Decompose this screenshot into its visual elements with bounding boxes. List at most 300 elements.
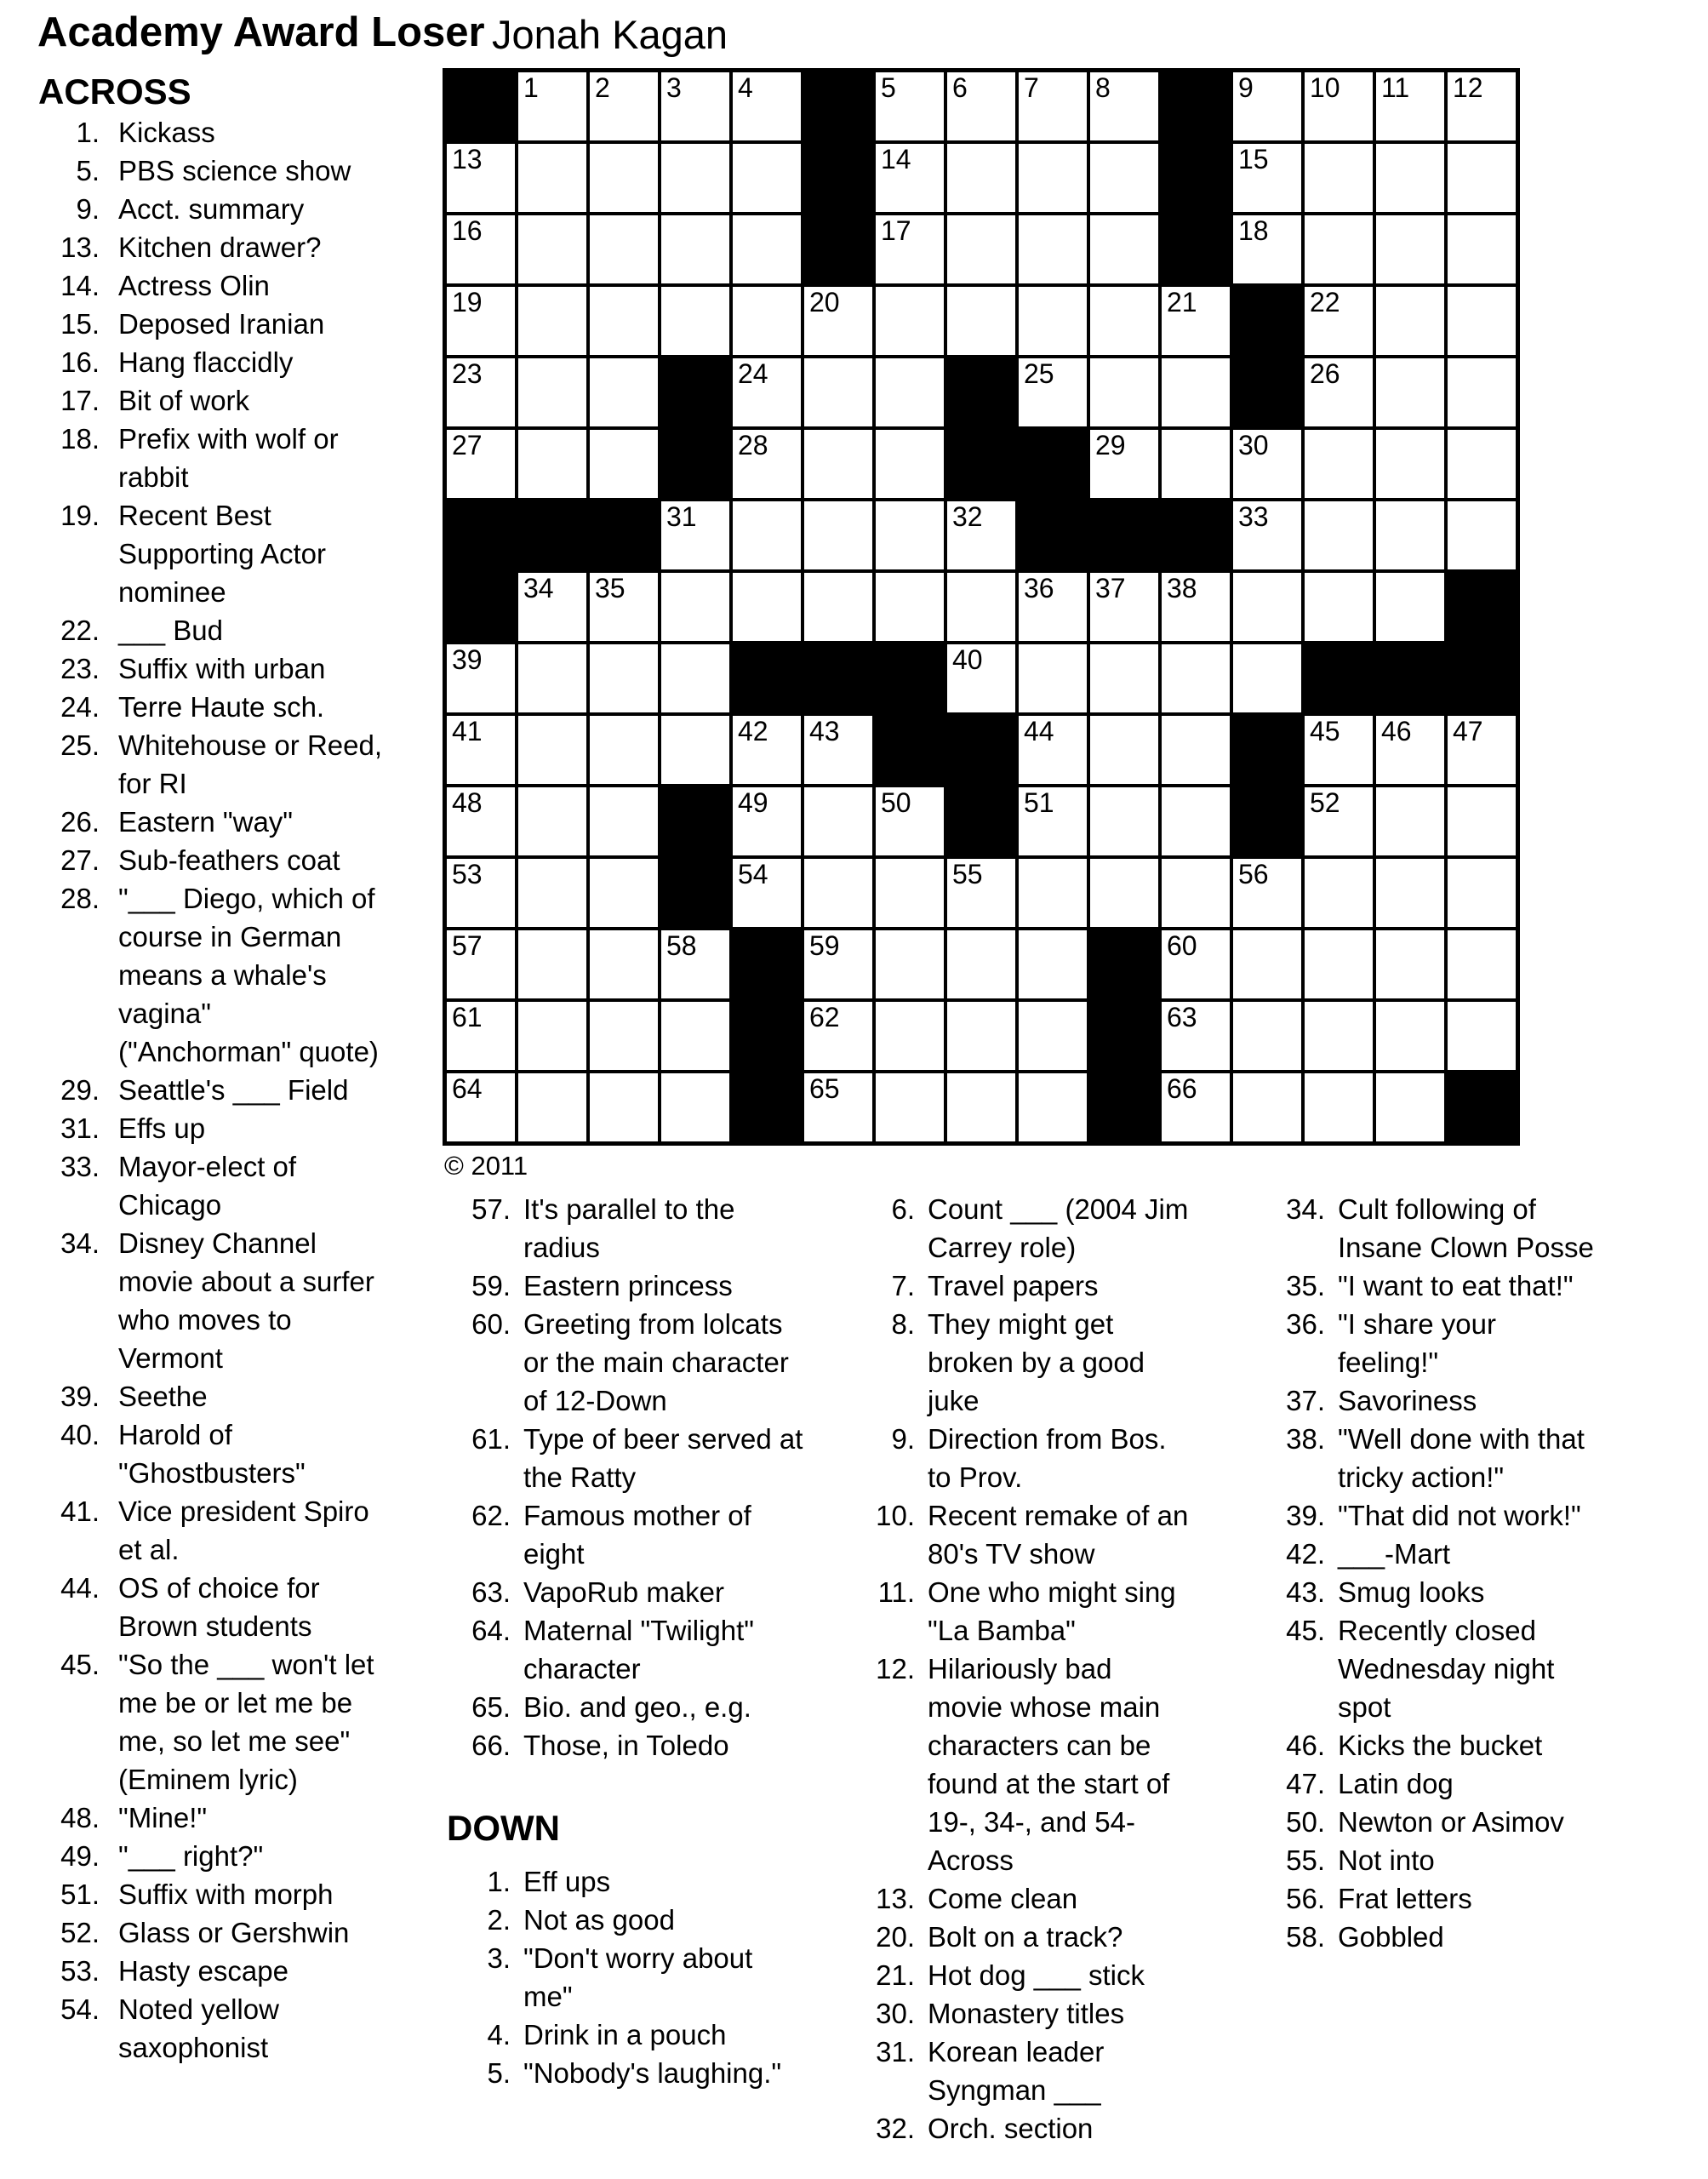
clue-item [0,1147,391,1224]
clue-text: Newton or Asimov [1338,1806,1564,1838]
grid-cell[interactable] [1090,287,1158,355]
down-clue-list-end [1268,1190,1596,1956]
grid-cell[interactable] [1233,644,1301,712]
grid-cell[interactable] [1448,716,1516,784]
grid-cell[interactable] [590,930,658,998]
clue-number: 65. [471,1691,511,1723]
grid-cell[interactable] [876,144,944,212]
grid-cell[interactable] [1019,215,1087,283]
grid-cell[interactable] [1305,72,1373,140]
grid-cell[interactable] [733,501,801,569]
grid-cell-black [1305,644,1373,712]
grid-cell[interactable] [876,215,944,283]
clue-item [0,841,391,879]
grid-cell[interactable] [1090,716,1158,784]
grid-cell[interactable] [733,430,801,498]
grid-cell[interactable] [1019,287,1087,355]
grid-cell[interactable] [1019,859,1087,927]
grid-cell[interactable] [1162,287,1230,355]
grid-cell[interactable] [447,1073,515,1141]
grid-cell[interactable] [1233,859,1301,927]
cell-number: 62 [809,1002,840,1032]
grid-cell[interactable] [661,1073,729,1141]
grid-cell[interactable] [1448,787,1516,855]
grid-cell[interactable] [447,430,515,498]
grid-cell[interactable] [590,1073,658,1141]
grid-cell-black [947,358,1015,426]
grid-cell[interactable] [1090,644,1158,712]
grid-cell[interactable] [1376,787,1444,855]
cell-number: 58 [666,930,697,961]
clue-item [0,1377,391,1415]
grid-cell[interactable] [733,144,801,212]
grid-cell-black [1162,72,1230,140]
grid-cell[interactable] [1090,358,1158,426]
grid-cell[interactable] [1019,787,1087,855]
clue-item [0,1913,391,1952]
grid-cell[interactable] [1376,72,1444,140]
clue-item [1268,1267,1596,1305]
grid-cell[interactable] [590,716,658,784]
grid-cell[interactable] [804,1073,872,1141]
grid-cell[interactable] [1019,573,1087,641]
grid-cell[interactable] [1448,501,1516,569]
grid-cell[interactable] [1376,358,1444,426]
clue-number: 31. [876,2036,915,2067]
clue-number: 12. [876,1653,915,1684]
cell-number: 64 [452,1073,483,1104]
grid-cell[interactable] [518,859,586,927]
clue-text: "I want to eat that!" [1338,1270,1574,1301]
grid-cell[interactable] [733,859,801,927]
clue-item [1268,1611,1596,1726]
clue-item [447,2054,804,2092]
grid-cell[interactable] [1162,1073,1230,1141]
grid-cell[interactable] [590,644,658,712]
clue-text: Hot dog ___ stick [928,1959,1145,1991]
grid-cell[interactable] [661,716,729,784]
clue-text: "I share your feeling!" [1338,1308,1496,1378]
grid-cell[interactable] [1233,573,1301,641]
clue-item [447,1939,804,2016]
clue-number: 33. [60,1151,100,1182]
grid-cell-black [661,859,729,927]
grid-cell-black [804,644,872,712]
grid-cell[interactable] [1019,930,1087,998]
cell-number: 57 [452,930,483,961]
cell-number: 48 [452,787,483,818]
clue-text: It's parallel to the radius [523,1193,735,1263]
grid-cell[interactable] [947,930,1015,998]
grid-cell[interactable] [1090,430,1158,498]
clue-number: 16. [60,346,100,378]
cell-number: 4 [738,72,753,103]
grid-cell[interactable] [1162,573,1230,641]
grid-cell[interactable] [590,72,658,140]
grid-cell[interactable] [947,501,1015,569]
cell-number: 38 [1167,573,1197,603]
grid-cell[interactable] [1305,1002,1373,1070]
grid-cell[interactable] [733,358,801,426]
grid-cell[interactable] [1090,859,1158,927]
clue-text: Sub-feathers coat [118,844,340,876]
grid-cell[interactable] [1305,358,1373,426]
grid-cell-black [1019,430,1087,498]
grid-cell[interactable] [1090,144,1158,212]
grid-cell[interactable] [1233,144,1301,212]
grid-cell[interactable] [1019,1073,1087,1141]
grid-cell[interactable] [1376,1073,1444,1141]
grid-cell[interactable] [1162,644,1230,712]
grid-cell[interactable] [1019,644,1087,712]
grid-cell-black [1448,1073,1516,1141]
grid-cell[interactable] [733,573,801,641]
grid-cell[interactable] [947,215,1015,283]
cell-number: 42 [738,716,768,746]
clue-item [866,1879,1194,1918]
clue-text: "Nobody's laughing." [523,2057,782,2089]
grid-cell[interactable] [1448,287,1516,355]
grid-cell[interactable] [1019,358,1087,426]
grid-cell[interactable] [1448,72,1516,140]
grid-cell[interactable] [1305,430,1373,498]
clue-number: 23. [60,653,100,684]
clue-item [0,688,391,726]
grid-cell[interactable] [947,859,1015,927]
cell-number: 22 [1310,287,1340,317]
grid-cell[interactable] [1233,1073,1301,1141]
grid-cell[interactable] [590,859,658,927]
grid-cell[interactable] [1233,215,1301,283]
grid-cell[interactable] [947,1002,1015,1070]
grid-cell[interactable] [876,430,944,498]
grid-cell[interactable] [1376,144,1444,212]
clue-number: 30. [876,1998,915,2029]
grid-cell[interactable] [661,144,729,212]
clue-number: 47. [1286,1768,1325,1799]
grid-cell-black [1233,716,1301,784]
grid-cell[interactable] [1090,215,1158,283]
grid-cell[interactable] [661,930,729,998]
grid-cell[interactable] [1305,859,1373,927]
clue-number: 45. [1286,1615,1325,1646]
clue-item [866,2109,1194,2148]
cell-number: 7 [1024,72,1039,103]
clue-text: Prefix with wolf or rabbit [118,423,339,493]
grid-cell[interactable] [661,287,729,355]
grid-cell[interactable] [590,430,658,498]
grid-cell[interactable] [590,1002,658,1070]
clue-number: 28. [60,883,100,914]
clue-number: 54. [60,1993,100,2025]
grid-cell[interactable] [1090,787,1158,855]
grid-cell[interactable] [876,787,944,855]
cell-number: 18 [1238,215,1269,246]
clue-item [1268,1726,1596,1764]
grid-cell[interactable] [447,859,515,927]
clue-item [447,1726,804,1764]
clue-number: 56. [1286,1883,1325,1914]
grid-cell[interactable] [733,72,801,140]
clue-item [0,803,391,841]
grid-cell[interactable] [1376,1002,1444,1070]
cell-number: 28 [738,430,768,460]
cell-number: 13 [452,144,483,174]
grid-cell[interactable] [661,501,729,569]
clue-number: 13. [60,232,100,263]
grid-cell[interactable] [804,716,872,784]
grid-cell[interactable] [1233,430,1301,498]
grid-cell[interactable] [947,144,1015,212]
clue-text: Glass or Gershwin [118,1917,350,1948]
grid-cell[interactable] [1162,787,1230,855]
clue-item [0,343,391,381]
cell-number: 3 [666,72,682,103]
cell-number: 43 [809,716,840,746]
clue-number: 63. [471,1576,511,1608]
clue-item [1268,1879,1596,1918]
clue-number: 14. [60,270,100,301]
grid-cell[interactable] [590,358,658,426]
grid-cell[interactable] [447,787,515,855]
grid-cell[interactable] [1162,930,1230,998]
grid-cell[interactable] [804,501,872,569]
grid-cell[interactable] [518,1073,586,1141]
clue-item [447,1688,804,1726]
clue-text: Drink in a pouch [523,2019,727,2050]
grid-cell[interactable] [518,287,586,355]
grid-cell[interactable] [1305,287,1373,355]
grid-cell[interactable] [1376,430,1444,498]
grid-cell[interactable] [1019,1002,1087,1070]
cell-number: 44 [1024,716,1054,746]
grid-cell[interactable] [733,787,801,855]
grid-cell[interactable] [1448,430,1516,498]
clue-number: 1. [76,117,100,148]
grid-cell[interactable] [1448,1002,1516,1070]
grid-cell[interactable] [1305,215,1373,283]
grid-cell[interactable] [1448,358,1516,426]
clue-item [447,1496,804,1573]
grid-cell-black [947,430,1015,498]
grid-cell[interactable] [1019,716,1087,784]
clue-item [0,1952,391,1990]
clue-item [0,726,391,803]
clue-number: 20. [876,1921,915,1953]
clue-number: 21. [876,1959,915,1991]
grid-cell[interactable] [1305,1073,1373,1141]
grid-cell[interactable] [804,859,872,927]
clue-number: 58. [1286,1921,1325,1953]
grid-cell[interactable] [876,573,944,641]
grid-cell[interactable] [947,644,1015,712]
puzzle-author: Jonah Kagan [492,12,728,57]
cell-number: 66 [1167,1073,1197,1104]
grid-cell[interactable] [1305,930,1373,998]
grid-cell[interactable] [1305,501,1373,569]
clue-text: "Don't worry about me" [523,1942,753,2012]
grid-cell[interactable] [804,573,872,641]
clue-number: 42. [1286,1538,1325,1570]
clue-item [0,1837,391,1875]
grid-cell[interactable] [1376,716,1444,784]
grid-cell[interactable] [1376,287,1444,355]
grid-cell[interactable] [518,787,586,855]
grid-cell[interactable] [804,930,872,998]
grid-cell[interactable] [518,430,586,498]
grid-cell-black [590,501,658,569]
clue-text: VapoRub maker [523,1576,725,1608]
grid-cell[interactable] [876,287,944,355]
grid-cell[interactable] [661,215,729,283]
cell-number: 20 [809,287,840,317]
grid-cell[interactable] [447,1002,515,1070]
grid-cell[interactable] [876,72,944,140]
clue-text: Orch. section [928,2113,1094,2144]
grid-cell[interactable] [447,716,515,784]
clue-item [447,1190,804,1267]
grid-cell[interactable] [1233,930,1301,998]
grid-cell[interactable] [1448,144,1516,212]
clue-text: Hilariously bad movie whose main characters can be found at the start of 19-, 34-, and 54-Across [928,1653,1170,1876]
grid-cell[interactable] [518,716,586,784]
grid-cell[interactable] [804,287,872,355]
grid-cell[interactable] [447,644,515,712]
grid-cell[interactable] [518,1002,586,1070]
clue-text: Eastern "way" [118,806,294,838]
clue-number: 6. [891,1193,915,1225]
grid-cell[interactable] [518,573,586,641]
clue-item [866,1956,1194,1994]
grid-cell[interactable] [661,72,729,140]
grid-cell[interactable] [1376,501,1444,569]
cell-number: 65 [809,1073,840,1104]
clue-item [0,152,391,190]
grid-cell[interactable] [1090,72,1158,140]
grid-cell[interactable] [1305,573,1373,641]
grid-cell[interactable] [1305,787,1373,855]
grid-cell[interactable] [590,287,658,355]
grid-cell[interactable] [590,144,658,212]
clue-text: Count ___ (2004 Jim Carrey role) [928,1193,1189,1263]
grid-cell[interactable] [1376,859,1444,927]
grid-cell[interactable] [590,215,658,283]
grid-cell[interactable] [1448,859,1516,927]
grid-cell[interactable] [518,215,586,283]
across-heading: ACROSS [38,71,191,112]
clue-number: 62. [471,1500,511,1531]
grid-cell[interactable] [947,573,1015,641]
grid-cell[interactable] [447,930,515,998]
grid-cell[interactable] [447,215,515,283]
grid-cell[interactable] [947,72,1015,140]
grid-cell[interactable] [518,72,586,140]
clue-text: Maternal "Twilight" character [523,1615,755,1684]
clue-item [0,649,391,688]
grid-cell[interactable] [590,573,658,641]
clue-item [0,305,391,343]
clue-item [866,1305,1194,1420]
clue-text: PBS science show [118,155,351,186]
grid-cell[interactable] [804,358,872,426]
clue-item [0,1492,391,1569]
clue-text: Korean leader Syngman ___ [928,2036,1105,2106]
grid-cell[interactable] [518,930,586,998]
cell-number: 55 [952,859,983,889]
grid-cell[interactable] [804,787,872,855]
grid-cell[interactable] [876,1002,944,1070]
grid-cell[interactable] [1448,215,1516,283]
clue-number: 1. [487,1866,511,1897]
grid-cell[interactable] [447,144,515,212]
cell-number: 35 [595,573,626,603]
grid-cell[interactable] [876,1073,944,1141]
grid-cell-black [447,72,515,140]
clue-column-a [447,1190,804,2092]
grid-cell[interactable] [947,1073,1015,1141]
grid-cell[interactable] [1019,144,1087,212]
grid-cell[interactable] [733,287,801,355]
grid-cell[interactable] [1233,501,1301,569]
grid-cell[interactable] [661,644,729,712]
grid-cell[interactable] [733,215,801,283]
grid-cell[interactable] [447,358,515,426]
grid-cell[interactable] [947,287,1015,355]
grid-cell[interactable] [518,144,586,212]
clue-item [0,1415,391,1492]
clue-item [447,1305,804,1420]
grid-cell[interactable] [1233,72,1301,140]
grid-cell[interactable] [1162,358,1230,426]
grid-cell[interactable] [733,716,801,784]
grid-cell[interactable] [876,501,944,569]
cell-number: 41 [452,716,483,746]
grid-cell[interactable] [1162,1002,1230,1070]
grid-cell[interactable] [661,573,729,641]
grid-cell[interactable] [1162,716,1230,784]
grid-cell-black [1090,501,1158,569]
grid-cell[interactable] [1376,930,1444,998]
clue-text: ___ Bud [118,615,223,646]
clue-number: 50. [1286,1806,1325,1838]
grid-cell[interactable] [1019,72,1087,140]
grid-cell[interactable] [876,930,944,998]
grid-cell-black [661,430,729,498]
grid-cell[interactable] [876,859,944,927]
grid-cell[interactable] [1305,144,1373,212]
grid-cell[interactable] [1233,1002,1301,1070]
grid-cell[interactable] [1305,716,1373,784]
grid-cell[interactable] [518,358,586,426]
grid-cell[interactable] [661,1002,729,1070]
grid-cell[interactable] [1448,930,1516,998]
grid-cell[interactable] [1162,859,1230,927]
grid-cell-black [876,644,944,712]
grid-cell[interactable] [447,287,515,355]
grid-cell[interactable] [1162,430,1230,498]
clue-text: Gobbled [1338,1921,1444,1953]
grid-cell-black [947,716,1015,784]
grid-cell[interactable] [518,644,586,712]
grid-cell[interactable] [1376,215,1444,283]
grid-cell[interactable] [1090,573,1158,641]
grid-cell[interactable] [804,430,872,498]
grid-cell[interactable] [804,1002,872,1070]
cell-number: 36 [1024,573,1054,603]
grid-cell[interactable] [590,787,658,855]
grid-cell[interactable] [876,358,944,426]
grid-cell[interactable] [1376,573,1444,641]
